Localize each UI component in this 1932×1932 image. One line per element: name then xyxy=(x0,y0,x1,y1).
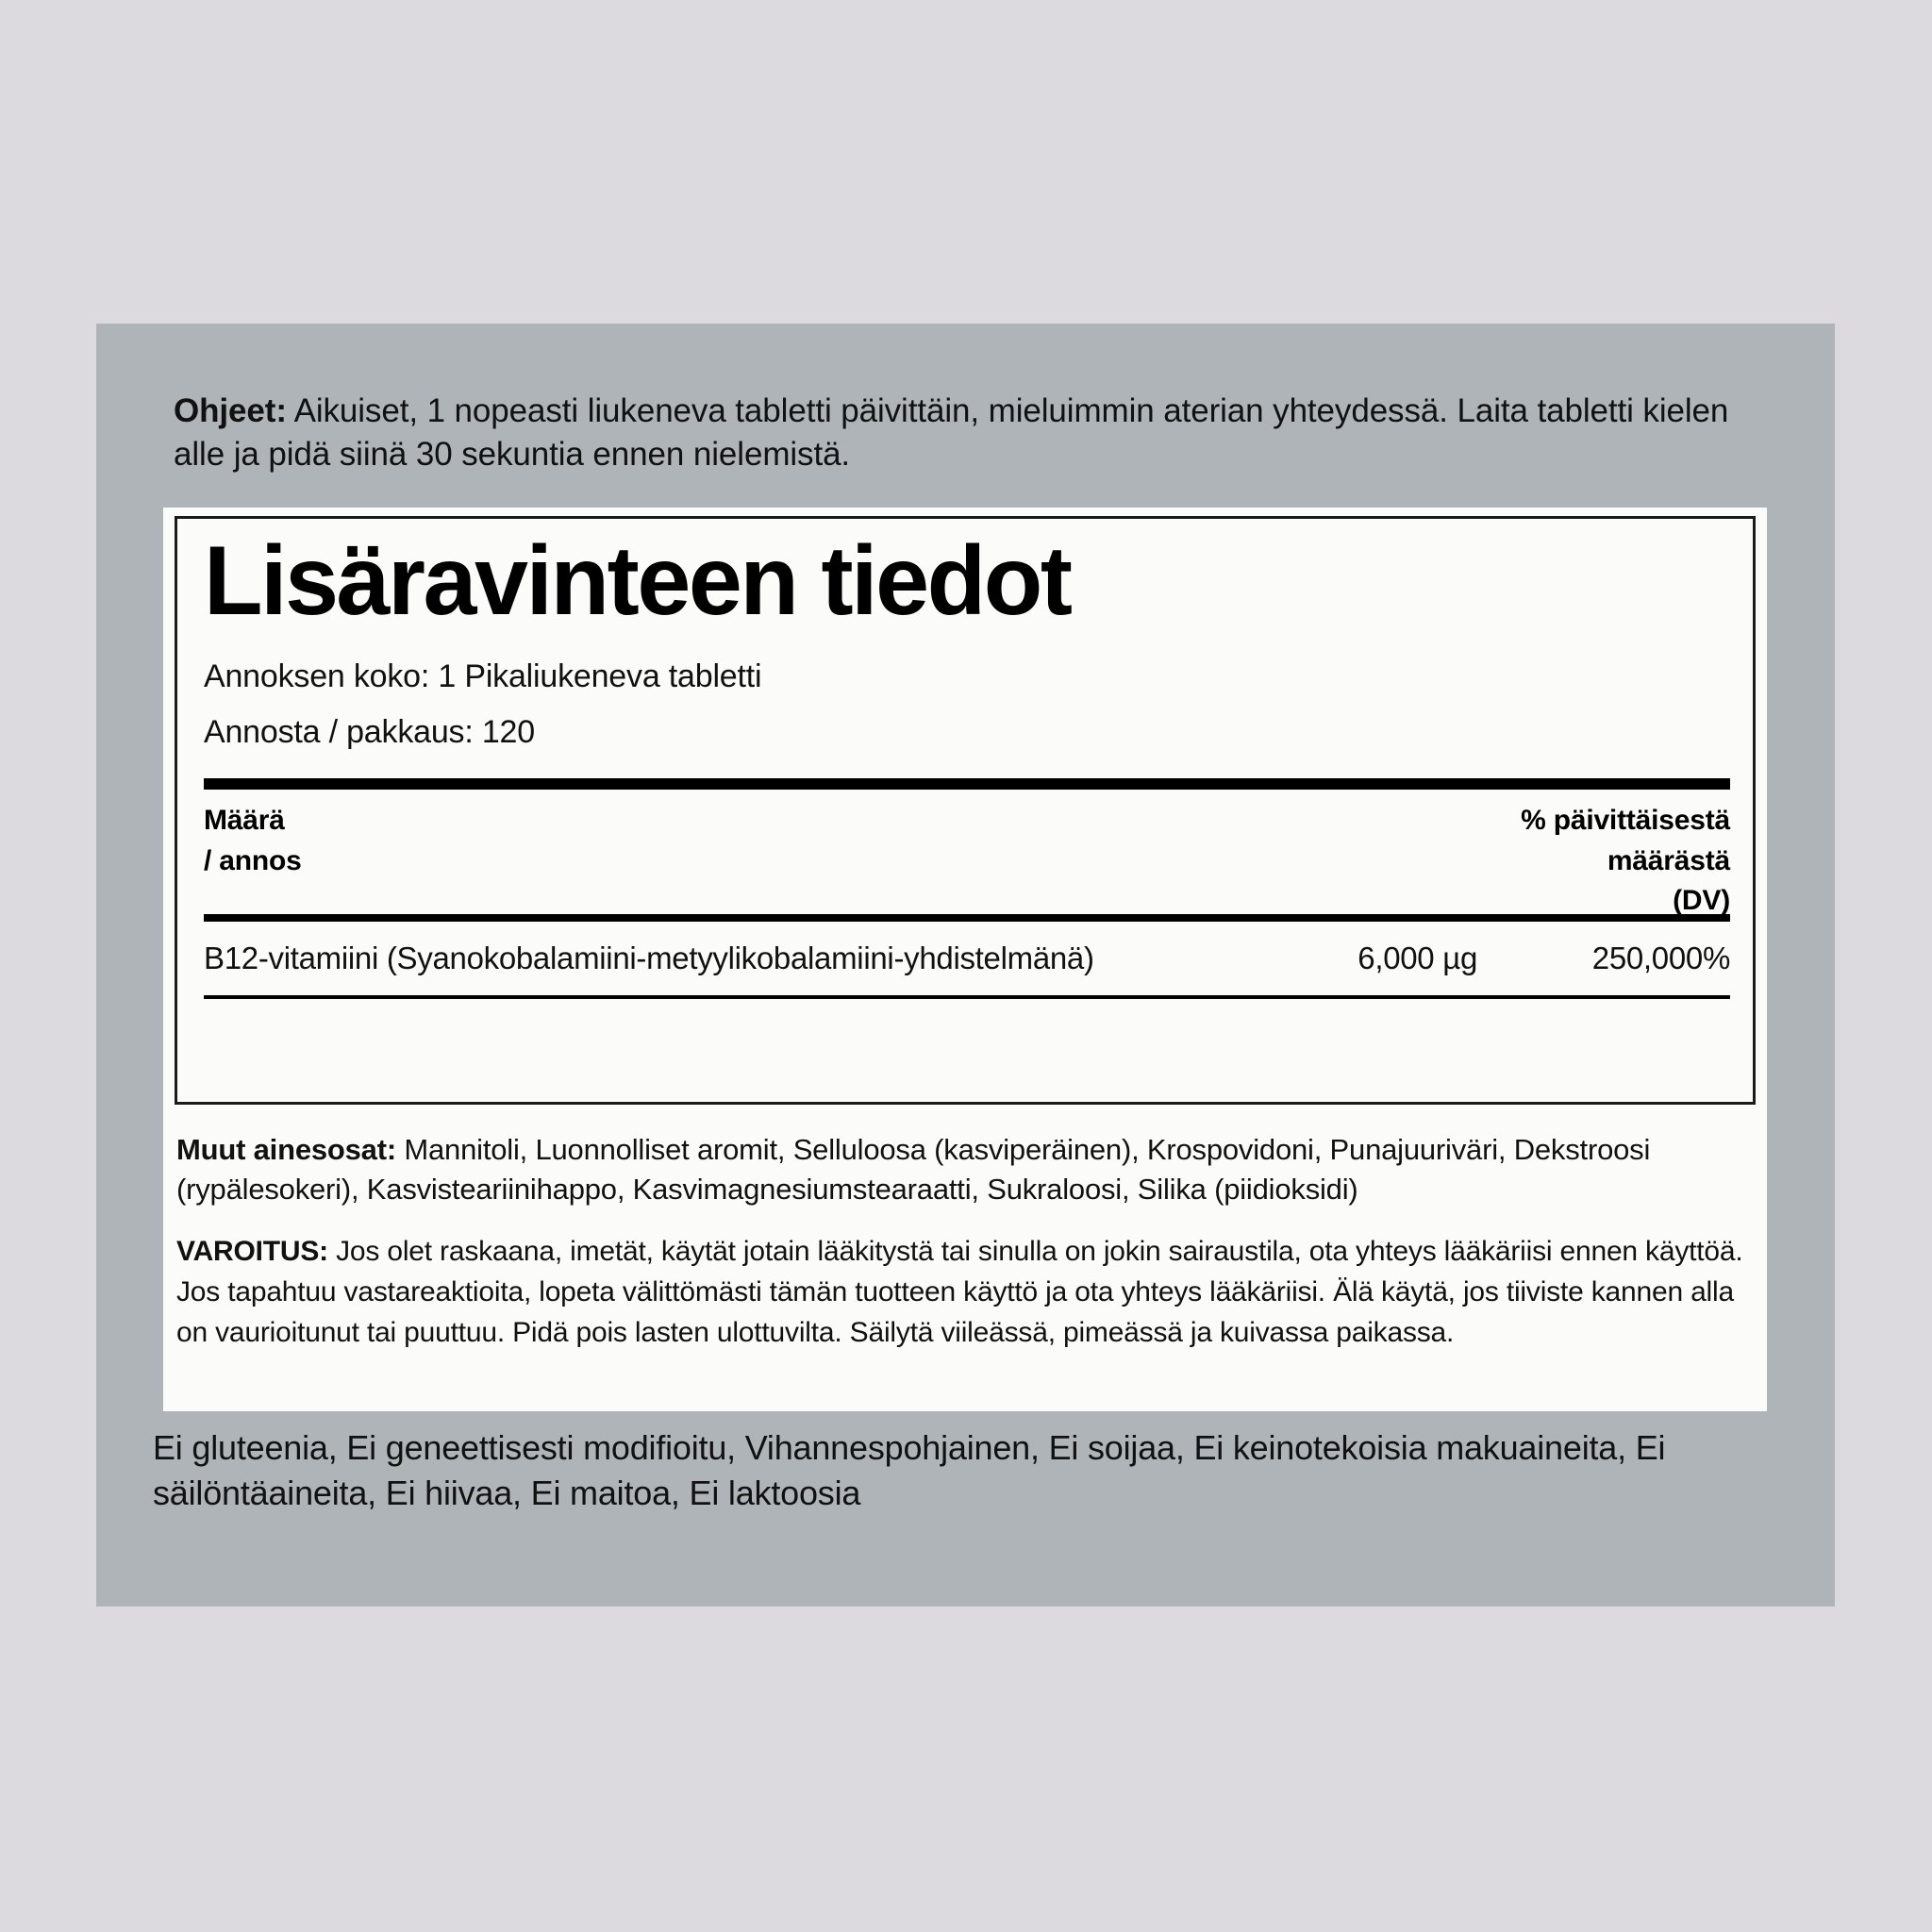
other-ingredients-paragraph xyxy=(176,1130,1747,1209)
supplement-facts-title: Lisäravinteen tiedot xyxy=(204,526,1071,636)
servings-per-container-line: Annosta / pakkaus: 120 xyxy=(204,714,535,751)
table-bottom-rule xyxy=(204,995,1730,999)
supplement-facts-inner xyxy=(204,526,1730,999)
nutrient-name: B12-vitamiini (Syanokobalamiini-metyylikobalamiini-yhdistelmänä) xyxy=(204,941,1094,976)
serving-size-line: Annoksen koko: 1 Pikaliukeneva tabletti xyxy=(204,658,762,695)
column-header-dv-line3: (DV) xyxy=(1673,885,1730,917)
nutrient-amount: 6,000 µg xyxy=(1357,941,1477,976)
other-ingredients-text: Mannitoli, Luonnolliset aromit, Selluloosa (kasviperäinen), Krospovidoni, Punajuuriväri, Dekstroosi (rypälesokeri), Kasvisteariinihappo, Kasvimagnesiumstearaatti, Sukraloosi, Silika (piidioksidi) xyxy=(176,1133,1651,1206)
column-header-dv-line2: määrästä xyxy=(1607,844,1730,876)
table-top-rule xyxy=(204,778,1730,790)
directions-text: Aikuiset, 1 nopeasti liukeneva tabletti päivittäin, mieluimmin aterian yhteydessä. Laita tabletti kielen alle ja pidä siinä 30 sekuntia ennen nielemistä. xyxy=(174,392,1729,474)
supplement-facts-panel xyxy=(163,508,1767,1411)
column-header-amount-line2: / annos xyxy=(204,844,302,876)
warning-text: Jos olet raskaana, imetät, käytät jotain lääkitystä tai sinulla on jokin sairaustila, ota yhteys lääkäriisi ennen käyttöä. Jos tapahtuu vastareaktioita, lopeta välittömästi tämän tuotteen käyttö ja ota yhteys lääkäriisi. Älä käytä, jos tiiviste kannen alla on vaurioitunut tai puuttuu. Pidä pois lasten ulottuvilta. Säilytä viileässä, pimeässä ja kuivassa paikassa. xyxy=(176,1236,1743,1348)
supplement-label-panel xyxy=(96,324,1835,1607)
column-header-amount xyxy=(204,801,302,881)
table-column-headers xyxy=(204,801,1730,917)
directions-paragraph xyxy=(174,390,1768,476)
table-header-rule xyxy=(204,914,1730,922)
directions-label: Ohjeet: xyxy=(174,392,287,429)
other-ingredients-label: Muut ainesosat: xyxy=(176,1133,396,1166)
column-header-daily-value xyxy=(1521,801,1730,922)
free-from-claims: Ei gluteenia, Ei geneettisesti modifioitu, Vihannespohjainen, Ei soijaa, Ei keinotekoisia makuaineita, Ei säilöntäaineita, Ei hiivaa, Ei maitoa, Ei laktoosia xyxy=(153,1428,1666,1512)
column-header-dv-line1: % päivittäisestä xyxy=(1521,805,1730,837)
column-header-amount-line1: Määrä xyxy=(204,805,285,837)
warning-label: VAROITUS: xyxy=(176,1236,328,1267)
table-row xyxy=(204,922,1730,995)
warning-paragraph xyxy=(176,1232,1747,1354)
nutrient-daily-value: 250,000% xyxy=(1591,941,1730,976)
supplement-facts-table-box xyxy=(175,516,1756,1105)
